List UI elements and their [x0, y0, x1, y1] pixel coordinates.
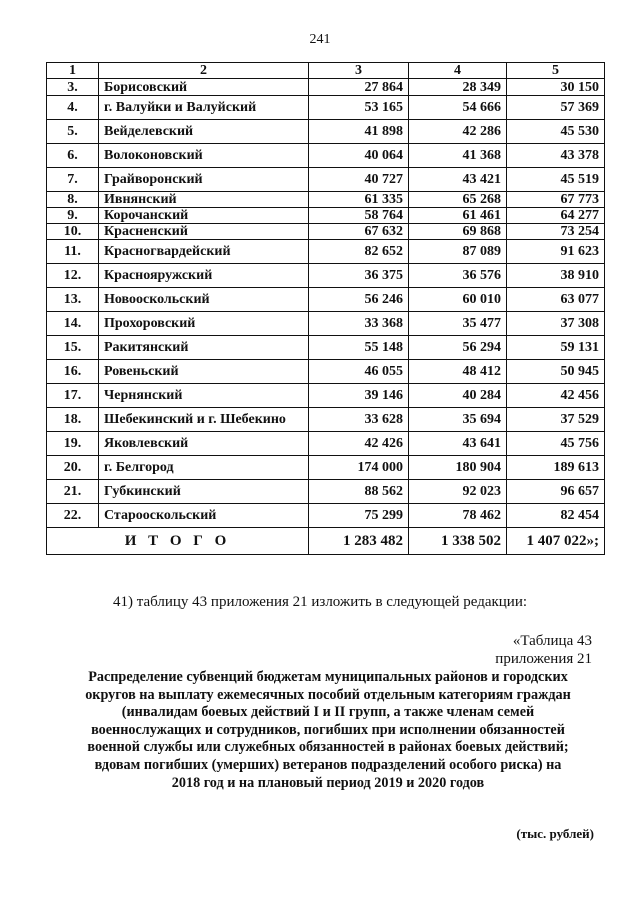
table-row	[47, 192, 605, 208]
row-number: 14.	[47, 312, 99, 336]
table-reference-line2: приложения 21	[495, 651, 592, 667]
amount-cell: 63 077	[507, 288, 605, 312]
row-number: 20.	[47, 456, 99, 480]
amount-cell: 87 089	[409, 240, 507, 264]
table-row	[47, 384, 605, 408]
amount-cell: 96 657	[507, 480, 605, 504]
amount-cell: 45 530	[507, 120, 605, 144]
amount-cell: 82 652	[309, 240, 409, 264]
table-row	[47, 264, 605, 288]
district-name: г. Белгород	[99, 456, 309, 480]
header-cell: 5	[507, 63, 605, 79]
district-name: Новооскольский	[99, 288, 309, 312]
total-amount: 1 283 482	[309, 528, 409, 555]
amount-cell: 43 378	[507, 144, 605, 168]
amount-cell: 42 426	[309, 432, 409, 456]
table-row	[47, 408, 605, 432]
table-row	[47, 480, 605, 504]
table-body	[47, 63, 605, 555]
district-name: Старооскольский	[99, 504, 309, 528]
district-name: Краснояружский	[99, 264, 309, 288]
table-row	[47, 224, 605, 240]
amount-cell: 36 576	[409, 264, 507, 288]
table-row	[47, 144, 605, 168]
district-name: Чернянский	[99, 384, 309, 408]
district-name: Красногвардейский	[99, 240, 309, 264]
district-name: Ровеньский	[99, 360, 309, 384]
table-row	[47, 288, 605, 312]
amount-cell: 50 945	[507, 360, 605, 384]
amount-cell: 30 150	[507, 79, 605, 96]
amount-cell: 27 864	[309, 79, 409, 96]
amount-cell: 43 421	[409, 168, 507, 192]
amount-cell: 91 623	[507, 240, 605, 264]
district-name: Волоконовский	[99, 144, 309, 168]
amount-cell: 42 456	[507, 384, 605, 408]
header-cell: 4	[409, 63, 507, 79]
amount-cell: 174 000	[309, 456, 409, 480]
amount-cell: 56 246	[309, 288, 409, 312]
total-amount: 1 338 502	[409, 528, 507, 555]
row-number: 5.	[47, 120, 99, 144]
district-name: Ивнянский	[99, 192, 309, 208]
district-name: Грайворонский	[99, 168, 309, 192]
amount-cell: 78 462	[409, 504, 507, 528]
title-line: (инвалидам боевых действий I и II групп, а также членам семей	[121, 704, 535, 721]
header-cell: 2	[99, 63, 309, 79]
district-name: Губкинский	[99, 480, 309, 504]
row-number: 9.	[47, 208, 99, 224]
table-row	[47, 432, 605, 456]
table-row	[47, 360, 605, 384]
amount-cell: 40 284	[409, 384, 507, 408]
table-row	[47, 120, 605, 144]
amount-cell: 41 898	[309, 120, 409, 144]
total-amount: 1 407 022»;	[507, 528, 605, 555]
instruction-text: 41) таблицу 43 приложения 21 изложить в следующей редакции:	[112, 594, 528, 610]
amount-cell: 67 773	[507, 192, 605, 208]
amount-cell: 88 562	[309, 480, 409, 504]
row-number: 13.	[47, 288, 99, 312]
row-number: 8.	[47, 192, 99, 208]
table-row	[47, 96, 605, 120]
page-number: 241	[309, 32, 331, 47]
amount-cell: 56 294	[409, 336, 507, 360]
district-name: Прохоровский	[99, 312, 309, 336]
amount-cell: 45 519	[507, 168, 605, 192]
table-row	[47, 168, 605, 192]
amount-cell: 53 165	[309, 96, 409, 120]
title-line: Распределение субвенций бюджетам муниципальных районов и городских	[88, 669, 568, 685]
total-label: И Т О Г О	[47, 528, 309, 555]
amount-cell: 180 904	[409, 456, 507, 480]
amount-cell: 60 010	[409, 288, 507, 312]
amount-cell: 61 461	[409, 208, 507, 224]
subventions-table	[46, 62, 605, 555]
amount-cell: 35 694	[409, 408, 507, 432]
row-number: 17.	[47, 384, 99, 408]
row-number: 12.	[47, 264, 99, 288]
units-label: (тыс. рублей)	[516, 826, 594, 841]
amount-cell: 41 368	[409, 144, 507, 168]
row-number: 16.	[47, 360, 99, 384]
amount-cell: 48 412	[409, 360, 507, 384]
amount-cell: 43 641	[409, 432, 507, 456]
amount-cell: 92 023	[409, 480, 507, 504]
amount-cell: 54 666	[409, 96, 507, 120]
amount-cell: 69 868	[409, 224, 507, 240]
table-row	[47, 208, 605, 224]
title-line: округов на выплату ежемесячных пособий отдельным категориям граждан	[85, 686, 571, 703]
amount-cell: 61 335	[309, 192, 409, 208]
amount-cell: 57 369	[507, 96, 605, 120]
row-number: 15.	[47, 336, 99, 360]
district-name: Корочанский	[99, 208, 309, 224]
header-cell: 1	[47, 63, 99, 79]
amount-cell: 37 308	[507, 312, 605, 336]
district-name: Вейделевский	[99, 120, 309, 144]
amount-cell: 67 632	[309, 224, 409, 240]
row-number: 22.	[47, 504, 99, 528]
header-cell: 3	[309, 63, 409, 79]
row-number: 4.	[47, 96, 99, 120]
amount-cell: 37 529	[507, 408, 605, 432]
total-row	[47, 528, 605, 555]
district-name: г. Валуйки и Валуйский	[99, 96, 309, 120]
amount-cell: 40 064	[309, 144, 409, 168]
title-line: военнослужащих и сотрудников, погибших при исполнении обязанностей	[91, 721, 565, 738]
amount-cell: 35 477	[409, 312, 507, 336]
row-number: 19.	[47, 432, 99, 456]
amount-cell: 45 756	[507, 432, 605, 456]
table-row	[47, 336, 605, 360]
district-name: Борисовский	[99, 79, 309, 96]
row-number: 18.	[47, 408, 99, 432]
amount-cell: 58 764	[309, 208, 409, 224]
district-name: Шебекинский и г. Шебекино	[99, 408, 309, 432]
amount-cell: 28 349	[409, 79, 507, 96]
table-row	[47, 312, 605, 336]
table-row	[47, 456, 605, 480]
amount-cell: 55 148	[309, 336, 409, 360]
amount-cell: 64 277	[507, 208, 605, 224]
amount-cell: 36 375	[309, 264, 409, 288]
title-line: вдовам погибших (умерших) ветеранов подразделений особого риска) на	[94, 756, 562, 773]
district-name: Ракитянский	[99, 336, 309, 360]
table-row	[47, 79, 605, 96]
row-number: 21.	[47, 480, 99, 504]
amount-cell: 73 254	[507, 224, 605, 240]
table-row	[47, 504, 605, 528]
table-reference-line1: «Таблица 43	[512, 633, 592, 649]
amount-cell: 33 628	[309, 408, 409, 432]
row-number: 11.	[47, 240, 99, 264]
district-name: Красненский	[99, 224, 309, 240]
amount-cell: 82 454	[507, 504, 605, 528]
district-name: Яковлевский	[99, 432, 309, 456]
amount-cell: 59 131	[507, 336, 605, 360]
table-title	[58, 669, 598, 792]
amount-cell: 75 299	[309, 504, 409, 528]
amount-cell: 65 268	[409, 192, 507, 208]
table-reference	[495, 632, 592, 668]
title-line: военной службы или служебных обязанностей в районах боевых действий;	[87, 739, 569, 756]
table-row	[47, 240, 605, 264]
row-number: 10.	[47, 224, 99, 240]
amount-cell: 33 368	[309, 312, 409, 336]
amount-cell: 39 146	[309, 384, 409, 408]
amount-cell: 189 613	[507, 456, 605, 480]
amount-cell: 40 727	[309, 168, 409, 192]
row-number: 3.	[47, 79, 99, 96]
row-number: 7.	[47, 168, 99, 192]
row-number: 6.	[47, 144, 99, 168]
title-line: 2018 год и на плановый период 2019 и 2020 годов	[171, 774, 485, 791]
amount-cell: 46 055	[309, 360, 409, 384]
header-row	[47, 63, 605, 79]
amount-cell: 42 286	[409, 120, 507, 144]
amount-cell: 38 910	[507, 264, 605, 288]
